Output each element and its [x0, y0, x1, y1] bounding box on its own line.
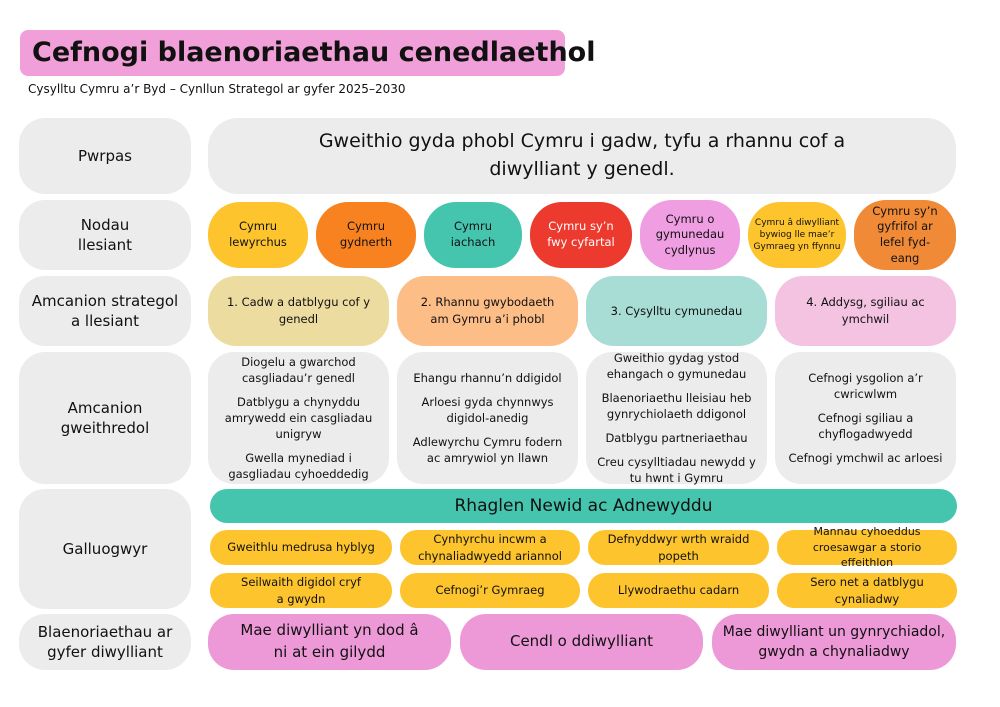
row-label-culture-priorities-text: Blaenoriaethau ar gyfer diwylliant — [37, 622, 173, 661]
goal-resilient-text: Cymru gydnerth — [339, 219, 393, 249]
strategic-objective-2-text: 2. Rhannu gwybodaeth am Gymru a’i phobl — [420, 295, 555, 326]
row-label-wellbeing-goals — [19, 200, 191, 270]
enabler-item: Llywodraethu cadarn — [588, 573, 769, 608]
enabler-item — [210, 573, 392, 608]
change-programme-banner: Rhaglen Newid ac Adnewyddu — [210, 489, 957, 523]
goal-resilient — [316, 202, 416, 268]
culture-priority-1 — [208, 614, 451, 670]
goal-vibrant-culture-text: Cymru â diwylliant bywiog lle mae’r Gymraeg yn ffynnu — [753, 217, 841, 253]
goal-cohesive-communities — [640, 200, 740, 270]
operational-item: Cefnogi sgiliau a chyflogadwyedd — [817, 410, 914, 442]
operational-column-4 — [775, 352, 956, 484]
enabler-item: Mannau cyhoeddus croesawgar a storio effeithlon — [777, 530, 957, 565]
row-label-operational-objectives-text: Amcanion gweithredol — [60, 398, 150, 437]
purpose-statement-text: Gweithio gyda phobl Cymru i gadw, tyfu a rhannu cof a diwylliant y genedl. — [318, 130, 846, 180]
culture-priority-3 — [712, 614, 956, 670]
goal-more-equal-text: Cymru sy’n fwy cyfartal — [547, 219, 615, 249]
strategic-objective-2 — [397, 276, 578, 346]
enabler-item — [777, 573, 957, 608]
operational-column-3 — [586, 352, 767, 484]
operational-item: Blaenoriaethu lleisiau heb gynrychiolaeth ddigonol — [601, 390, 752, 421]
goal-more-equal — [530, 202, 632, 268]
row-label-wellbeing-goals-text: Nodau llesiant — [77, 215, 133, 254]
row-label-enablers: Galluogwyr — [19, 489, 191, 609]
operational-item: Arloesi gyda chynnwys digidol-anedig — [421, 394, 554, 425]
operational-column-2 — [397, 352, 578, 484]
enabler-item-text: Seilwaith digidol cryf a gwydn — [241, 575, 361, 606]
strategic-objective-4 — [775, 276, 956, 346]
page-subtitle: Cysylltu Cymru a’r Byd – Cynllun Strategol ar gyfer 2025–2030 — [28, 82, 406, 96]
operational-item: Gwella mynediad i gasgliadau cyhoeddedig — [228, 451, 369, 482]
enabler-item: Cefnogi’r Gymraeg — [400, 573, 580, 608]
goal-globally-responsible-text: Cymru sy’n gyfrifol ar lefel fyd-eang — [872, 203, 938, 265]
operational-item: Creu cysylltiadau newydd y tu hwnt i Gymru — [597, 455, 756, 486]
enabler-item: Defnyddwyr wrth wraidd popeth — [588, 530, 769, 565]
enabler-item: Gweithlu medrusa hyblyg — [210, 530, 392, 565]
row-label-strategic-objectives: Amcanion strategol a llesiant — [19, 276, 191, 346]
operational-item: Gweithio gydag ystod ehangach o gymunedau — [606, 350, 747, 381]
operational-item: Ehangu rhannu’n ddigidol — [413, 370, 562, 385]
goal-healthier-text: Cymru iachach — [450, 219, 496, 249]
operational-column-1 — [208, 352, 389, 484]
culture-priority-3-text: Mae diwylliant un gynrychiadol, gwydn a chynaliadwy — [722, 623, 946, 660]
operational-item: Adlewyrchu Cymru fodern ac amrywiol yn llawn — [412, 435, 563, 466]
goal-cohesive-communities-text: Cymru o gymunedau cydlynus — [655, 211, 725, 257]
goal-vibrant-culture — [748, 202, 846, 268]
goal-healthier — [424, 202, 522, 268]
purpose-statement — [208, 118, 956, 194]
culture-priority-1-text: Mae diwylliant yn dod â ni at ein gilydd — [240, 621, 419, 661]
enabler-item: Cynhyrchu incwm a chynaliadwyedd ariannol — [400, 530, 580, 565]
goal-globally-responsible — [854, 200, 956, 270]
strategic-objective-4-text: 4. Addysg, sgiliau ac ymchwil — [806, 295, 925, 326]
operational-item: Diogelu a gwarchod casgliadau’r genedl — [241, 354, 356, 385]
strategic-objective-1 — [208, 276, 389, 346]
strategic-objective-1-text: 1. Cadw a datblygu cof y genedl — [226, 295, 371, 326]
row-label-purpose: Pwrpas — [19, 118, 191, 194]
operational-item: Datblygu a chynyddu amrywedd ein casgliadau unigryw — [224, 394, 373, 442]
row-label-operational-objectives — [19, 352, 191, 484]
row-label-culture-priorities — [19, 614, 191, 670]
strategic-objective-3: 3. Cysylltu cymunedau — [586, 276, 767, 346]
goal-prosperous — [208, 202, 308, 268]
enabler-item-text: Sero net a datblygu cynaliadwy — [810, 575, 924, 606]
page-title: Cefnogi blaenoriaethau cenedlaethol — [20, 30, 565, 76]
operational-item: Datblygu partneriaethau — [605, 431, 748, 446]
operational-item: Cefnogi ysgolion a’r cwricwlwm — [808, 370, 923, 401]
operational-item: Cefnogi ymchwil ac arloesi — [788, 451, 943, 466]
culture-priority-2: Cendl o ddiwylliant — [460, 614, 703, 670]
goal-prosperous-text: Cymru lewyrchus — [229, 219, 287, 249]
